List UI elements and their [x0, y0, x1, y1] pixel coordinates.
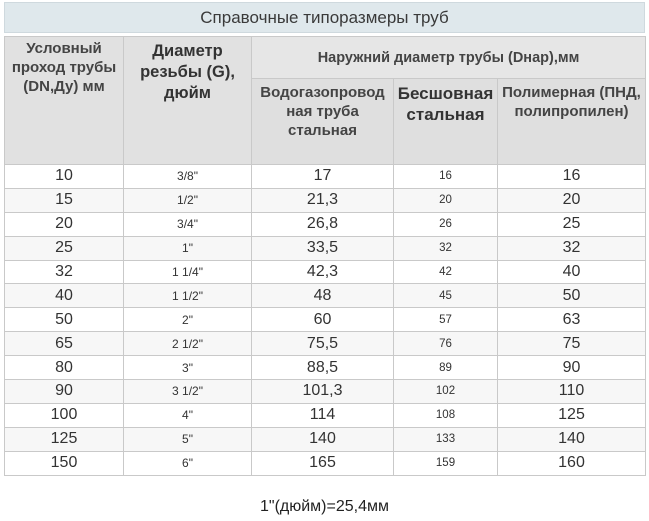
header-water-gas-steel: Водогазопровод ная труба стальная [252, 79, 394, 165]
cell-thread: 3 1/2" [124, 380, 252, 404]
cell-thread: 4" [124, 403, 252, 427]
table-row [5, 236, 646, 260]
cell-thread: 1" [124, 236, 252, 260]
cell-polymer: 140 [498, 427, 646, 451]
cell-polymer: 75 [498, 332, 646, 356]
cell-steel: 42,3 [252, 260, 394, 284]
cell-seamless: 45 [394, 284, 498, 308]
cell-seamless: 133 [394, 427, 498, 451]
table-row [5, 332, 646, 356]
cell-thread: 1/2" [124, 188, 252, 212]
cell-polymer: 160 [498, 451, 646, 475]
cell-dn: 50 [5, 308, 124, 332]
cell-dn: 10 [5, 165, 124, 189]
table-row [5, 380, 646, 404]
cell-polymer: 16 [498, 165, 646, 189]
cell-dn: 25 [5, 236, 124, 260]
cell-dn: 15 [5, 188, 124, 212]
cell-steel: 101,3 [252, 380, 394, 404]
table-row [5, 188, 646, 212]
cell-steel: 165 [252, 451, 394, 475]
cell-seamless: 76 [394, 332, 498, 356]
cell-seamless: 16 [394, 165, 498, 189]
header-seamless-steel: Бесшовная стальная [394, 79, 498, 165]
cell-thread: 3" [124, 356, 252, 380]
cell-polymer: 50 [498, 284, 646, 308]
page-title: Справочные типоразмеры труб [4, 2, 645, 33]
cell-steel: 48 [252, 284, 394, 308]
header-thread-diameter: Диаметр резьбы (G), дюйм [124, 37, 252, 165]
cell-dn: 125 [5, 427, 124, 451]
cell-thread: 2 1/2" [124, 332, 252, 356]
cell-polymer: 40 [498, 260, 646, 284]
cell-polymer: 25 [498, 212, 646, 236]
cell-thread: 3/8" [124, 165, 252, 189]
table-row [5, 165, 646, 189]
cell-thread: 2" [124, 308, 252, 332]
cell-seamless: 102 [394, 380, 498, 404]
table-row [5, 212, 646, 236]
cell-steel: 75,5 [252, 332, 394, 356]
cell-polymer: 125 [498, 403, 646, 427]
cell-dn: 100 [5, 403, 124, 427]
cell-steel: 88,5 [252, 356, 394, 380]
table-row [5, 284, 646, 308]
table-row [5, 403, 646, 427]
cell-thread: 5" [124, 427, 252, 451]
table-row [5, 451, 646, 475]
cell-thread: 1 1/2" [124, 284, 252, 308]
cell-steel: 21,3 [252, 188, 394, 212]
header-conditional-passage: Условный проход трубы (DN,Ду) мм [5, 37, 124, 165]
cell-steel: 60 [252, 308, 394, 332]
cell-seamless: 108 [394, 403, 498, 427]
cell-dn: 90 [5, 380, 124, 404]
cell-dn: 32 [5, 260, 124, 284]
table-row [5, 356, 646, 380]
cell-polymer: 63 [498, 308, 646, 332]
cell-seamless: 57 [394, 308, 498, 332]
cell-dn: 40 [5, 284, 124, 308]
table-header-row [5, 37, 646, 79]
table-row [5, 260, 646, 284]
table-row [5, 308, 646, 332]
footnote-inch-conversion: 1"(дюйм)=25,4мм [260, 498, 389, 515]
cell-steel: 114 [252, 403, 394, 427]
cell-thread: 1 1/4" [124, 260, 252, 284]
cell-polymer: 110 [498, 380, 646, 404]
cell-dn: 65 [5, 332, 124, 356]
cell-dn: 80 [5, 356, 124, 380]
cell-seamless: 89 [394, 356, 498, 380]
cell-polymer: 20 [498, 188, 646, 212]
cell-dn: 150 [5, 451, 124, 475]
pipe-sizes-table [4, 36, 646, 476]
table-row [5, 427, 646, 451]
cell-steel: 33,5 [252, 236, 394, 260]
cell-steel: 17 [252, 165, 394, 189]
cell-seamless: 159 [394, 451, 498, 475]
header-polymer: Полимерная (ПНД, полипропилен) [498, 79, 646, 165]
header-outer-diameter: Наружний диаметр трубы (Dнар),мм [252, 37, 646, 79]
cell-seamless: 32 [394, 236, 498, 260]
cell-steel: 140 [252, 427, 394, 451]
cell-dn: 20 [5, 212, 124, 236]
cell-thread: 3/4" [124, 212, 252, 236]
cell-polymer: 32 [498, 236, 646, 260]
cell-seamless: 20 [394, 188, 498, 212]
table-body [5, 165, 646, 476]
cell-polymer: 90 [498, 356, 646, 380]
cell-steel: 26,8 [252, 212, 394, 236]
cell-seamless: 26 [394, 212, 498, 236]
cell-thread: 6" [124, 451, 252, 475]
cell-seamless: 42 [394, 260, 498, 284]
